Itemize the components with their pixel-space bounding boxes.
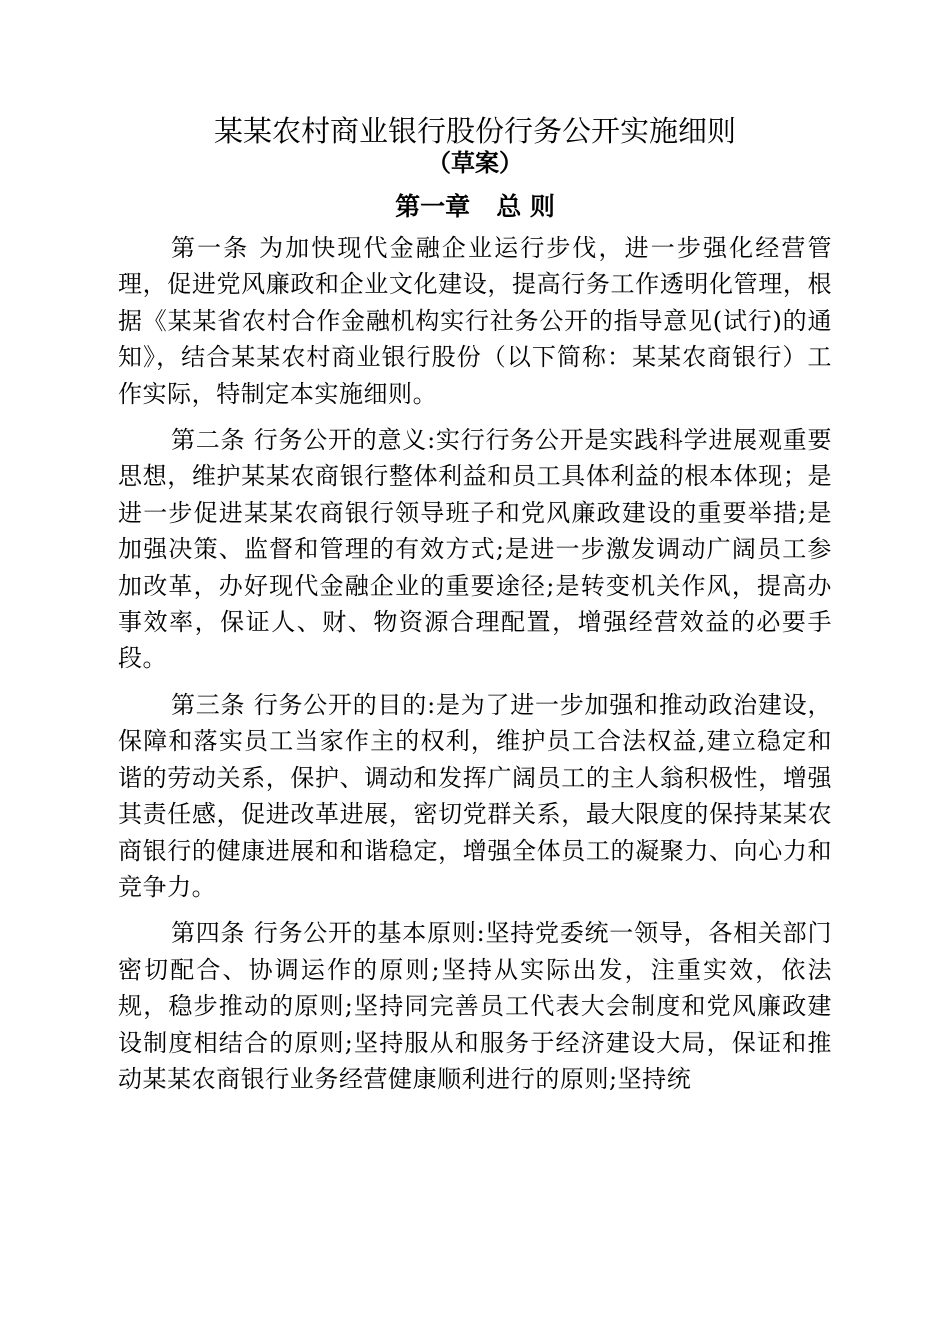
chapter-heading: 第一章 总 则 — [395, 192, 555, 221]
article-1: 第一条 为加快现代金融企业运行步伐，进一步强化经营管理，促进党风廉政和企业文化建设，提高行务工作透明化管理，根据《某某省农村合作金融机构实行社务公开的指导意见(试行)的通知》，结合某某农村商业银行股份（以下简称：某某农商银行）工作实际，特制定本实施细则。 — [118, 234, 832, 408]
article-4: 第四条 行务公开的基本原则:坚持党委统一领导，各相关部门密切配合、协调运作的原则;坚持从实际出发，注重实效，依法规，稳步推动的原则;坚持同完善员工代表大会制度和党风廉政建设制度相结合的原则;坚持服从和服务于经济建设大局，保证和推动某某农商银行业务经营健康顺利进行的原则;坚持统 — [118, 919, 832, 1093]
article-3: 第三条 行务公开的目的:是为了进一步加强和推动政治建设，保障和落实员工当家作主的权利，维护员工合法权益,建立稳定和谐的劳动关系，保护、调动和发挥广阔员工的主人翁积极性，增强其责任感，促进改革进展，密切党群关系，最大限度的保持某某农商银行的健康进展和和谐稳定，增强全体员工的凝聚力、向心力和竞争力。 — [118, 690, 832, 901]
article-2: 第二条 行务公开的意义:实行行务公开是实践科学进展观重要思想，维护某某农商银行整体利益和员工具体利益的根本体现；是进一步促进某某农商银行领导班子和党风廉政建设的重要举措;是加强决策、监督和管理的有效方式;是进一步激发调动广阔员工参加改革，办好现代金融企业的重要途径;是转变机关作风，提高办事效率，保证人、财、物资源合理配置，增强经营效益的必要手段。 — [118, 426, 832, 673]
document-title: 某某农村商业银行股份行务公开实施细则 — [213, 114, 736, 148]
document-subtitle: （草案） — [427, 148, 523, 177]
document-body — [118, 230, 832, 1097]
